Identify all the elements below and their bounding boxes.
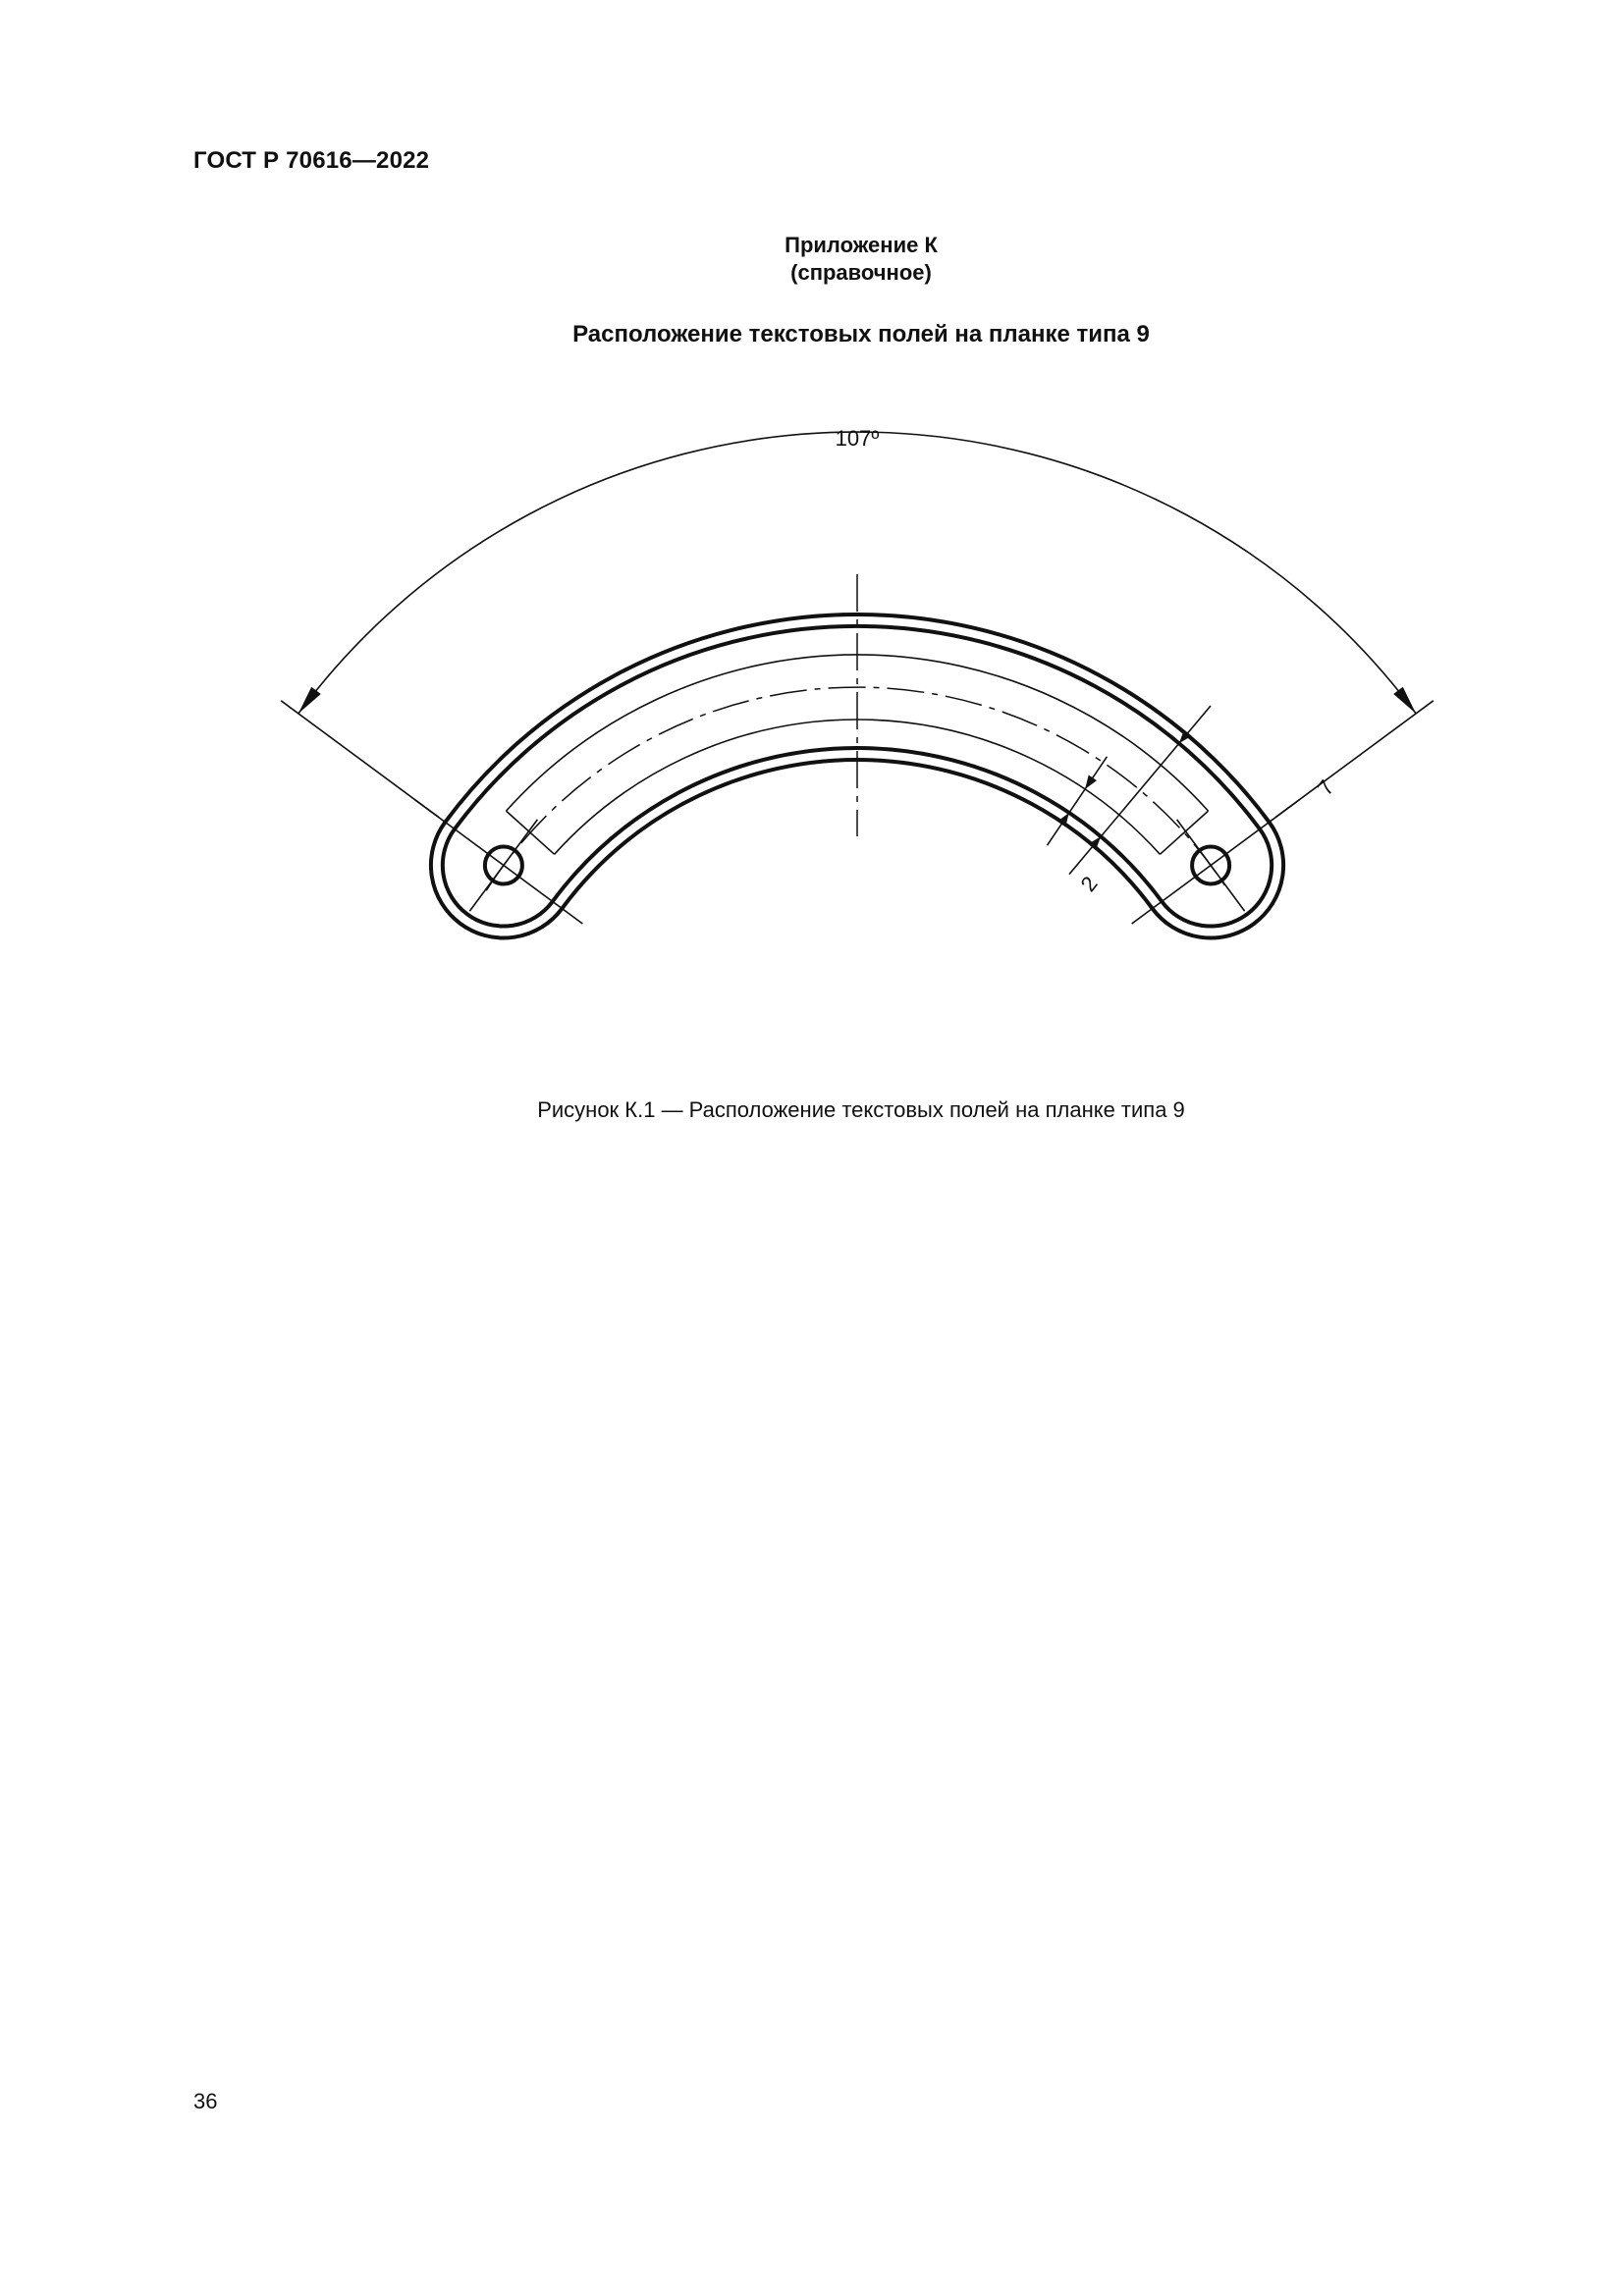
angle-dimension-arc — [298, 432, 1416, 714]
angle-extension-right — [1275, 701, 1434, 818]
angle-extension-left — [281, 701, 439, 818]
angle-arrow-right — [1393, 687, 1416, 714]
hole-tangent-axis-right — [1177, 820, 1245, 911]
angle-arrow-left — [298, 687, 321, 714]
dimension-inner-arrow-2 — [1085, 775, 1097, 789]
appendix-title: Приложение К — [785, 233, 938, 257]
dimension-outer-line — [1069, 706, 1211, 875]
hole-radial-axis-left — [415, 800, 583, 924]
appendix-type: (справочное) — [790, 260, 932, 285]
figure-caption: Рисунок К.1 — Расположение текстовых полей на планке типа 9 — [537, 1097, 1185, 1122]
section-title: Расположение текстовых полей на планке типа 9 — [572, 321, 1150, 347]
dimension-label-outer: 7 — [1312, 774, 1339, 800]
page-number: 36 — [193, 2089, 218, 2113]
document-header: ГОСТ Р 70616—2022 — [193, 147, 430, 174]
hole-tangent-axis-left — [469, 820, 537, 911]
dimension-label-inner: 2 — [1075, 871, 1103, 896]
angle-label: 107º — [835, 426, 880, 451]
